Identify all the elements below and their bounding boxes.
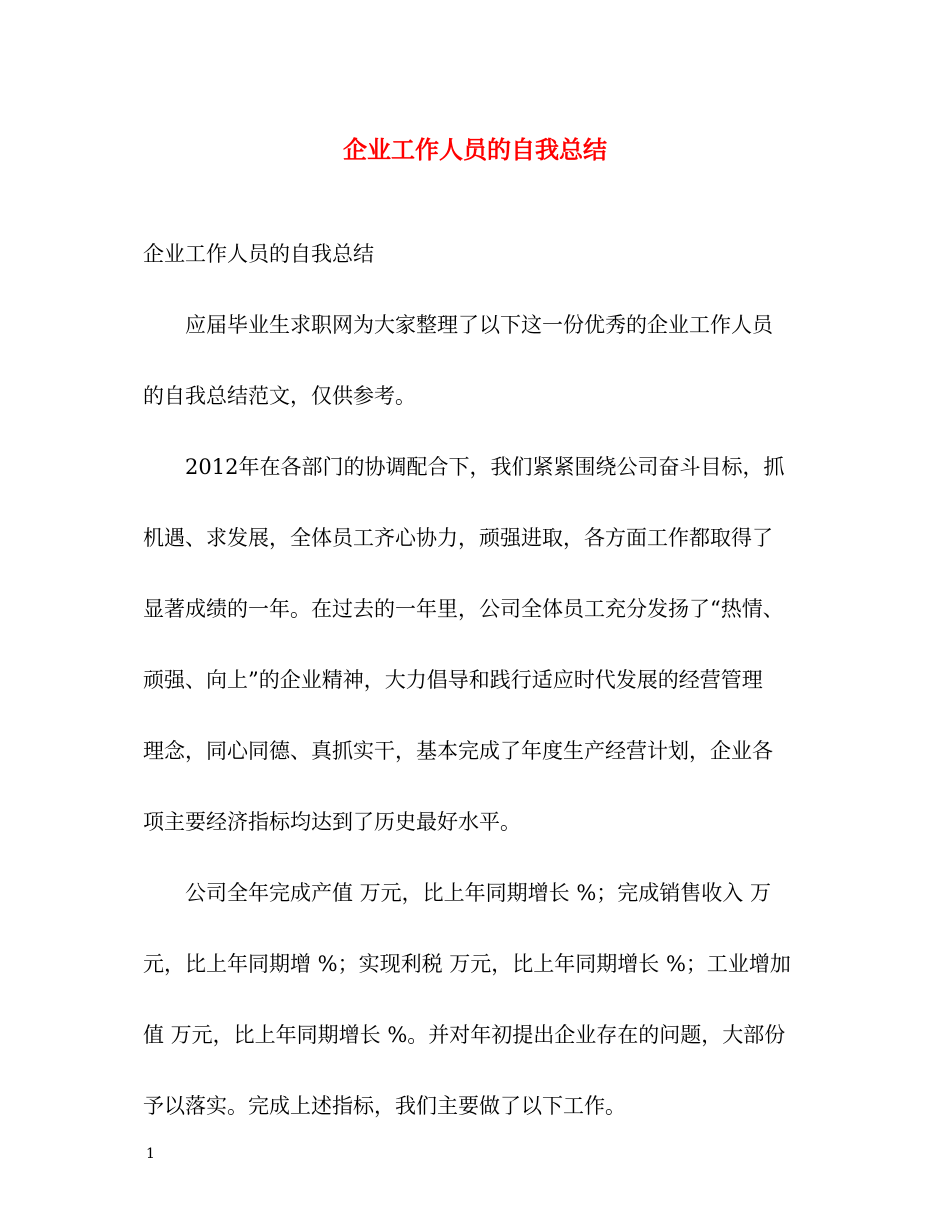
body-line-8: 理念，同心同德、真抓实干，基本完成了年度生产经营计划，企业各 [143,739,773,763]
body-line-12: 值 万元，比上年同期增长 %。并对年初提出企业存在的问题，大部份 [143,1023,786,1047]
body-line-7: 顽强、向上”的企业精神，大力倡导和践行适应时代发展的经营管理 [143,668,763,692]
body-line-6: 显著成绩的一年。在过去的一年里，公司全体员工充分发扬了“热情、 [143,597,784,621]
body-line-11: 元，比上年同期增 %；实现利税 万元，比上年同期增长 %；工业增加 [143,952,791,976]
body-line-13: 予以落实。完成上述指标，我们主要做了以下工作。 [143,1094,626,1118]
body-line-1: 企业工作人员的自我总结 [143,242,374,266]
page-number: 1 [146,1146,155,1162]
document-title: 企业工作人员的自我总结 [343,135,607,164]
body-line-5: 机遇、求发展，全体员工齐心协力，顽强进取，各方面工作都取得了 [143,526,773,550]
body-line-9: 项主要经济指标均达到了历史最好水平。 [143,810,521,834]
body-line-10: 公司全年完成产值 万元，比上年同期增长 %；完成销售收入 万 [185,881,771,905]
body-line-4: 2012年在各部门的协调配合下，我们紧紧围绕公司奋斗目标，抓 [185,455,785,479]
body-line-3: 的自我总结范文，仅供参考。 [143,384,416,408]
body-line-2: 应届毕业生求职网为大家整理了以下这一份优秀的企业工作人员 [185,313,773,337]
document-body [143,219,808,1142]
